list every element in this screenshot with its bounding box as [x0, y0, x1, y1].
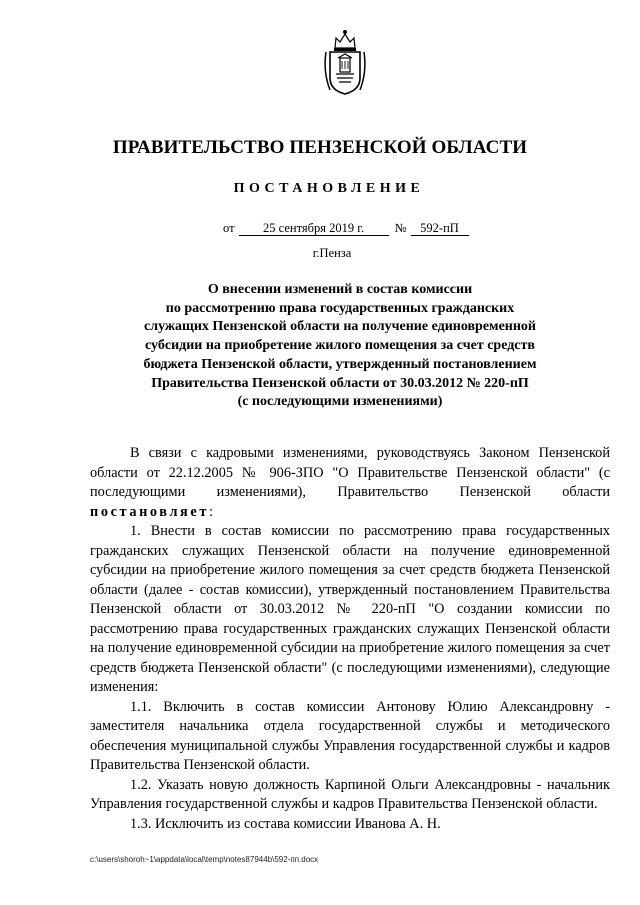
- document-kind: ПОСТАНОВЛЕНИЕ: [233, 181, 425, 196]
- paragraph-1-2: 1.2. Указать новую должность Карпиной Ольги Александровны - начальник Управления государственной службы и кадров Правительства Пензенской области.: [90, 776, 610, 812]
- date-label: от: [223, 221, 235, 235]
- date-number-line: [223, 221, 469, 236]
- decree-word: постановляет: [90, 503, 209, 520]
- subject-line: по рассмотрению права государственных гражданских: [165, 300, 515, 316]
- number-value: 592-пП: [411, 221, 469, 236]
- number-label: №: [394, 221, 407, 235]
- file-path-footer: c:\users\shoroh~1\appdata\local\temp\notes87944b\592-пп.docx: [90, 855, 319, 864]
- subject-line: служащих Пензенской области на получение единовременной: [144, 319, 536, 335]
- government-title: ПРАВИТЕЛЬСТВО ПЕНЗЕНСКОЙ ОБЛАСТИ: [112, 137, 528, 158]
- document-subject: [120, 281, 560, 412]
- penza-region-coat-of-arms-icon: [322, 28, 368, 98]
- city: г.Пенза: [312, 246, 352, 260]
- decree-colon: :: [208, 503, 213, 520]
- subject-line: Правительства Пензенской области от 30.03.2012 № 220-пП: [151, 375, 529, 391]
- date-value: 25 сентября 2019 г.: [239, 221, 389, 236]
- preamble-paragraph: [90, 444, 610, 522]
- subject-line: бюджета Пензенской области, утвержденный постановлением: [143, 356, 537, 372]
- document-body: [90, 444, 610, 834]
- preamble-text: В связи с кадровыми изменениями, руководствуясь Законом Пензенской области от 22.12.2005 № 906-ЗПО "О Правительстве Пензенской области" (с последующими изменениями), Правительство Пензенской области: [90, 445, 610, 500]
- subject-line: субсидии на приобретение жилого помещения за счет средств: [145, 338, 535, 354]
- subject-line: (с последующими изменениями): [237, 394, 443, 410]
- paragraph-1-1: 1.1. Включить в состав комиссии Антонову Юлию Александровну - заместителя начальника отдела государственной службы и методического обеспечения муниципальной службы Управления государственной службы и кадров Правительства Пензенской области.: [90, 698, 610, 773]
- subject-line: О внесении изменений в состав комиссии: [207, 282, 473, 297]
- paragraph-1-3: 1.3. Исключить из состава комиссии Иванова А. Н.: [130, 815, 441, 832]
- paragraph-1: 1. Внести в состав комиссии по рассмотрению права государственных гражданских служащих Пензенской области на получение единовременной субсидии на приобретение жилого помещения за счет средств бюджета Пензенской области (далее - состав комиссии), утвержденный постановлением Правительства Пензенской области от 30.03.2012 № 220-пП "О создании комиссии по рассмотрению права государственных гражданских служащих Пензенской области на получение единовременной субсидии на приобретение жилого помещения за счет средств бюджета Пензенской области" (с последующими изменениями), следующие изменения:: [90, 523, 610, 695]
